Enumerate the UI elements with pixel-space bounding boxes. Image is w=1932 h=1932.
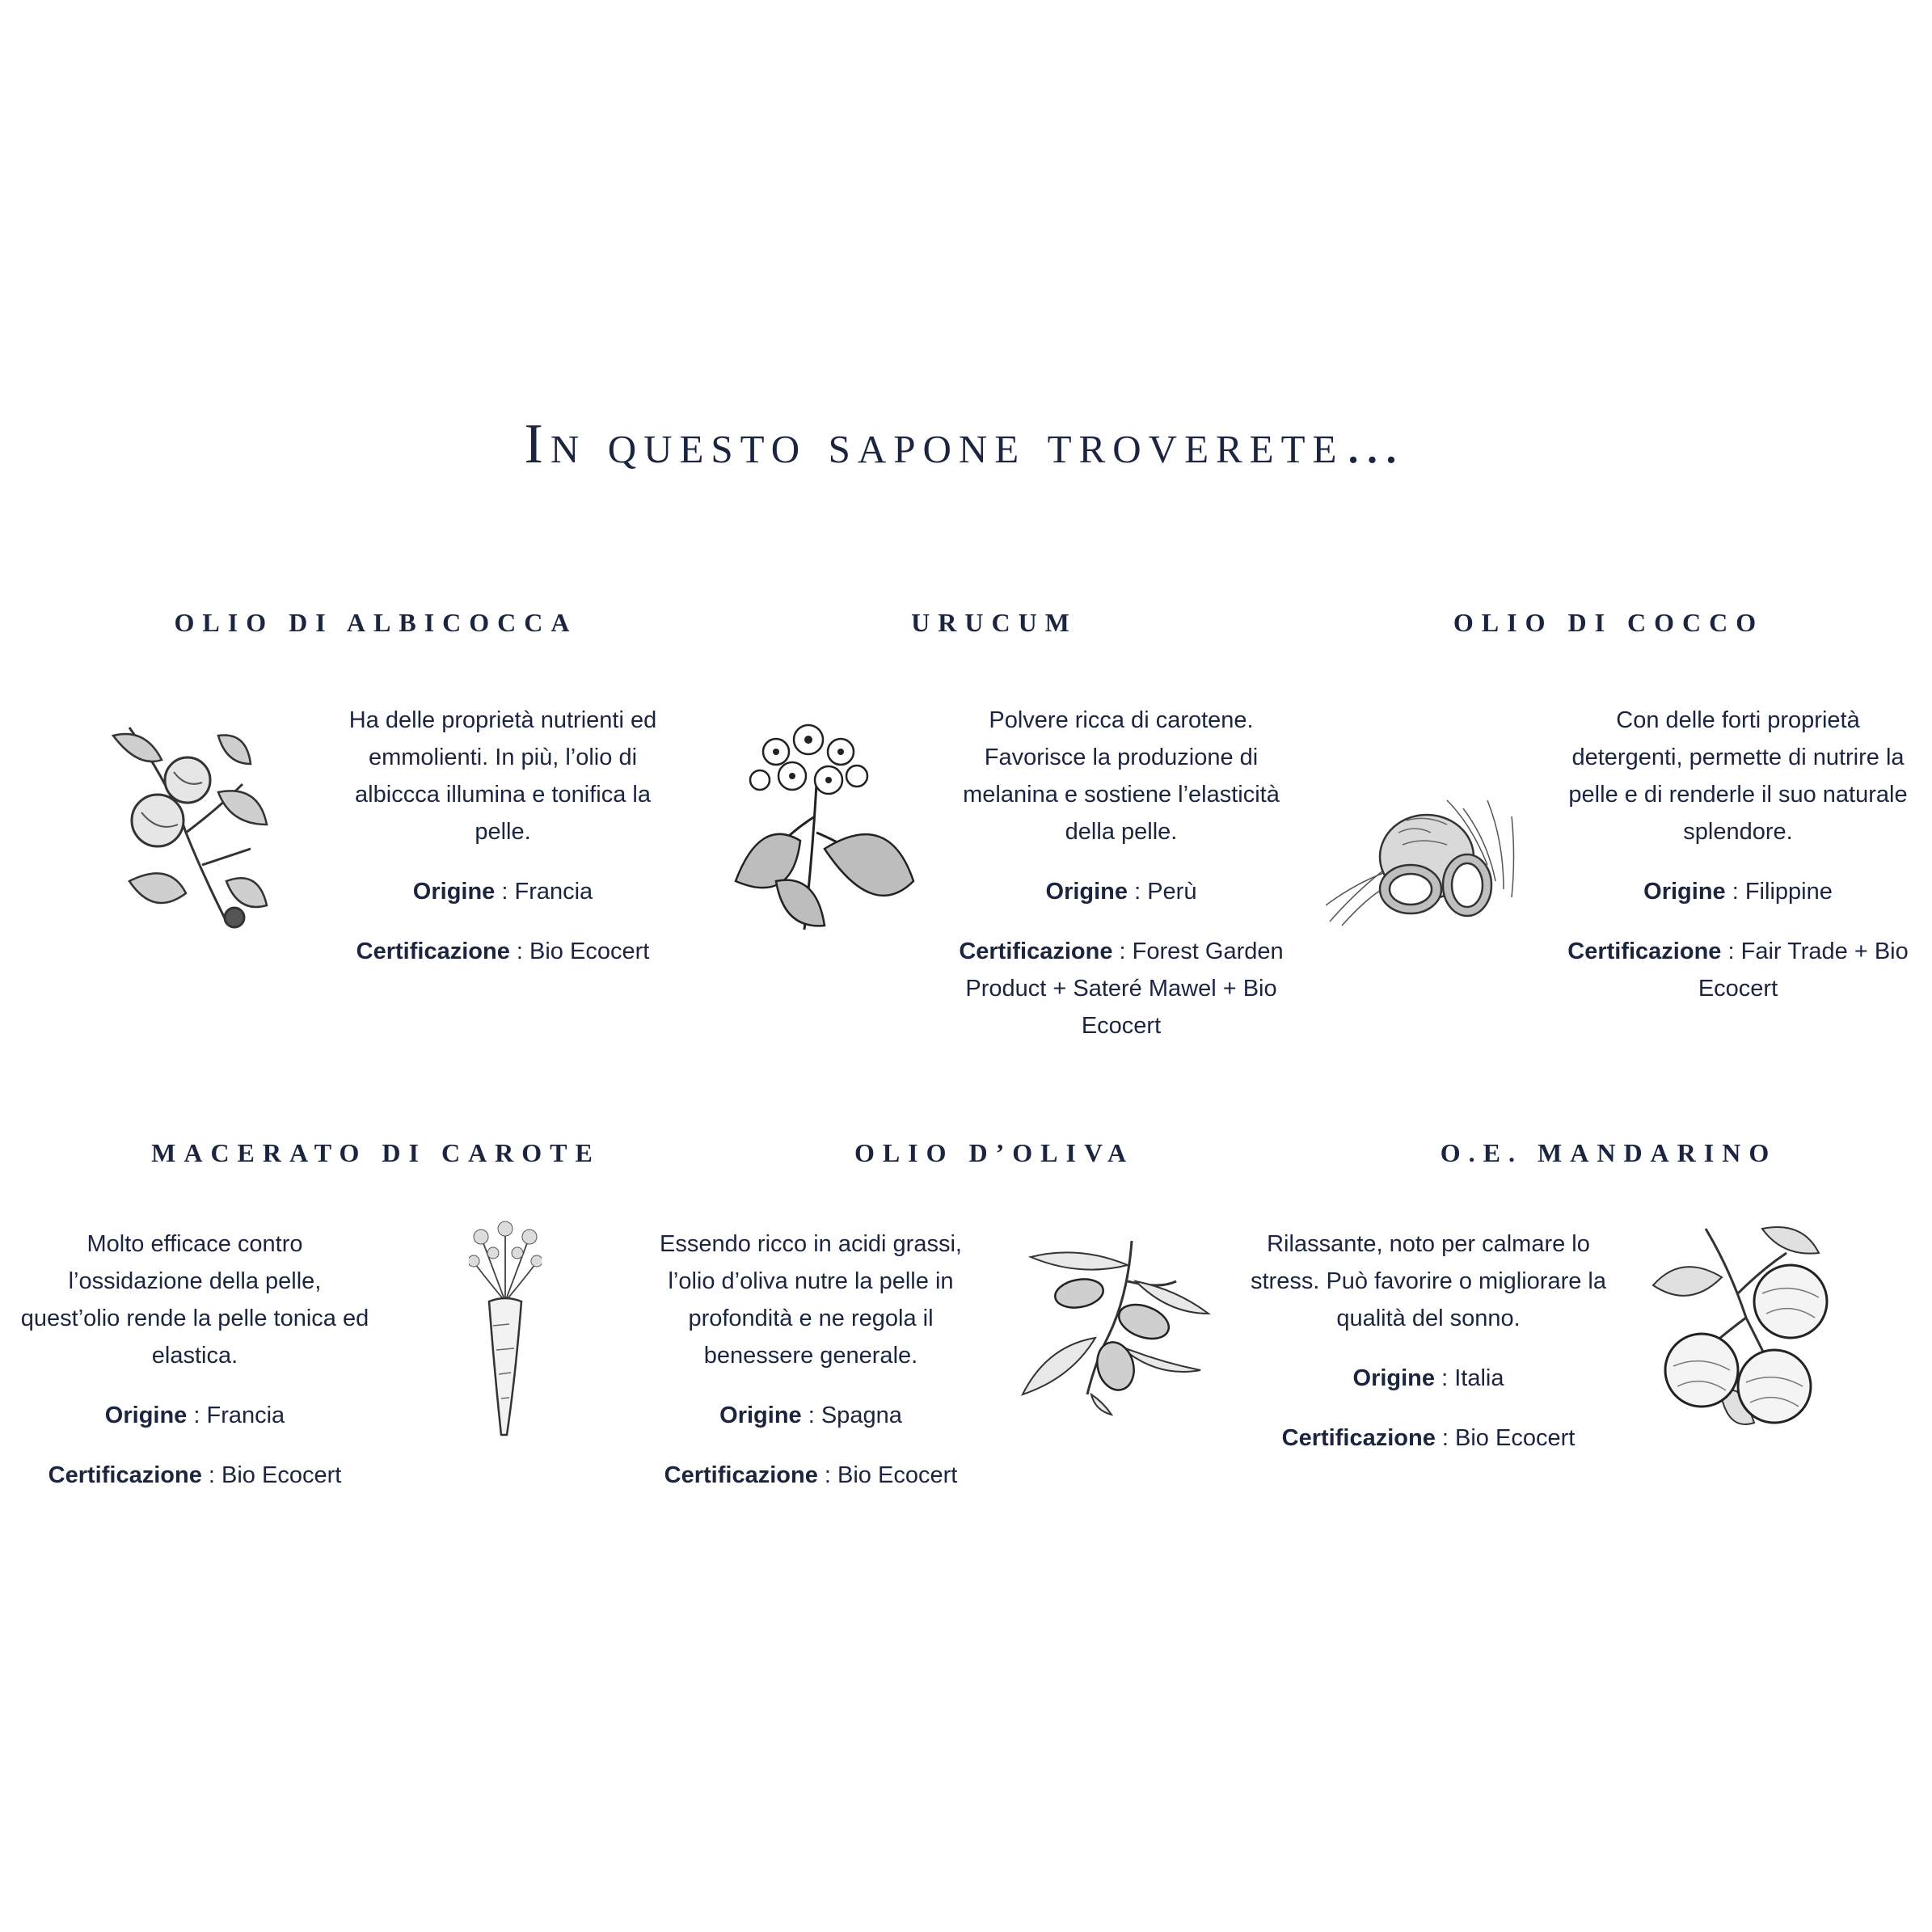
ingredient-certification: Certificazione : Forest Garden Product + Sateré Mawel + Bio Ecocert — [959, 939, 1284, 1039]
origin-value: Perù — [1147, 879, 1197, 905]
certification-label: Certificazione — [1281, 1425, 1436, 1451]
certification-value: Bio Ecocert — [1455, 1425, 1576, 1451]
ingredient-name: OLIO DI COCCO — [1453, 608, 1765, 637]
olive-branch-icon — [1015, 1233, 1217, 1419]
origin-value: Spagna — [820, 1403, 902, 1428]
ingredient-description: Molto efficace contro l’ossidazione della pelle, quest’olio rende la pelle tonica ed elastica. — [20, 1231, 369, 1369]
ingredient-name: URUCUM — [911, 608, 1078, 637]
ingredient-description-block — [943, 702, 1299, 1044]
certification-label: Certificazione — [664, 1462, 818, 1488]
origin-value: Italia — [1454, 1365, 1504, 1391]
ingredient-certification: Certificazione : Bio Ecocert — [664, 1462, 958, 1488]
ingredient-origin: Origine : Spagna — [719, 1403, 902, 1428]
origin-label: Origine — [719, 1403, 802, 1428]
page-title — [0, 412, 1932, 477]
ingredient-description-block — [633, 1225, 989, 1494]
ingredient-origin: Origine : Italia — [1352, 1365, 1504, 1391]
ingredient-certification: Certificazione : Fair Trade + Bio Ecocert — [1567, 939, 1909, 1002]
ingredient-name: OLIO DI ALBICOCCA — [174, 608, 578, 637]
ingredient-certification: Certificazione : Bio Ecocert — [1281, 1425, 1576, 1451]
ingredient-description: Essendo ricco in acidi grassi, l’olio d’oliva nutre la pelle in profondità e ne regola il benessere generale. — [660, 1231, 962, 1369]
origin-label: Origine — [104, 1403, 188, 1428]
ingredient-origin: Origine : Filippine — [1643, 879, 1833, 905]
certification-value: Forest Garden Product + Sateré Mawel + Bio Ecocert — [965, 939, 1284, 1039]
origin-value: Francia — [514, 879, 593, 905]
ingredient-description-block — [17, 1225, 373, 1494]
ingredient-certification: Certificazione : Bio Ecocert — [48, 1462, 342, 1488]
urucum-flower-icon — [728, 719, 922, 938]
origin-label: Origine — [1643, 879, 1726, 905]
mandarin-branch-icon — [1649, 1221, 1835, 1439]
certification-value: Bio Ecocert — [221, 1462, 342, 1488]
ingredient-name: OLIO D’OLIVA — [854, 1138, 1135, 1167]
origin-label: Origine — [1045, 879, 1128, 905]
coconut-icon — [1326, 792, 1528, 930]
origin-value: Francia — [206, 1403, 285, 1428]
certification-label: Certificazione — [356, 939, 510, 964]
carrot-icon — [469, 1221, 542, 1439]
certification-value: Fair Trade + Bio Ecocert — [1698, 939, 1909, 1002]
ingredient-description-block — [1251, 1225, 1606, 1457]
certification-label: Certificazione — [48, 1462, 202, 1488]
certification-value: Bio Ecocert — [529, 939, 650, 964]
ingredient-description-block — [1560, 702, 1916, 1007]
ingredient-description: Rilassante, noto per calmare lo stress. Può favorire o migliorare la qualità del sonno. — [1251, 1231, 1606, 1331]
origin-label: Origine — [412, 879, 496, 905]
certification-label: Certificazione — [1567, 939, 1722, 964]
origin-value: Filippine — [1744, 879, 1833, 905]
ingredient-name: MACERATO DI CAROTE — [151, 1138, 601, 1167]
title-initial: I — [524, 413, 550, 475]
certification-value: Bio Ecocert — [837, 1462, 958, 1488]
origin-label: Origine — [1352, 1365, 1436, 1391]
certification-label: Certificazione — [959, 939, 1113, 964]
ingredient-certification: Certificazione : Bio Ecocert — [356, 939, 650, 964]
ingredient-description-block — [325, 702, 681, 970]
ingredient-origin: Origine : Perù — [1045, 879, 1197, 905]
ingredient-origin: Origine : Francia — [412, 879, 593, 905]
ingredient-description: Con delle forti proprietà detergenti, permette di nutrire la pelle e di renderle il suo naturale splendore. — [1568, 707, 1908, 845]
ingredient-name: O.E. MANDARINO — [1440, 1138, 1778, 1167]
apricot-branch-icon — [97, 719, 275, 930]
ingredient-description: Ha delle proprietà nutrienti ed emmolienti. In più, l’olio di albiccca illumina e tonifica la pelle. — [348, 707, 657, 845]
title-rest: n questo sapone troverete… — [550, 413, 1408, 475]
ingredient-description: Polvere ricca di carotene. Favorisce la produzione di melanina e sostiene l’elasticità della pelle. — [963, 707, 1280, 845]
ingredient-origin: Origine : Francia — [104, 1403, 285, 1428]
